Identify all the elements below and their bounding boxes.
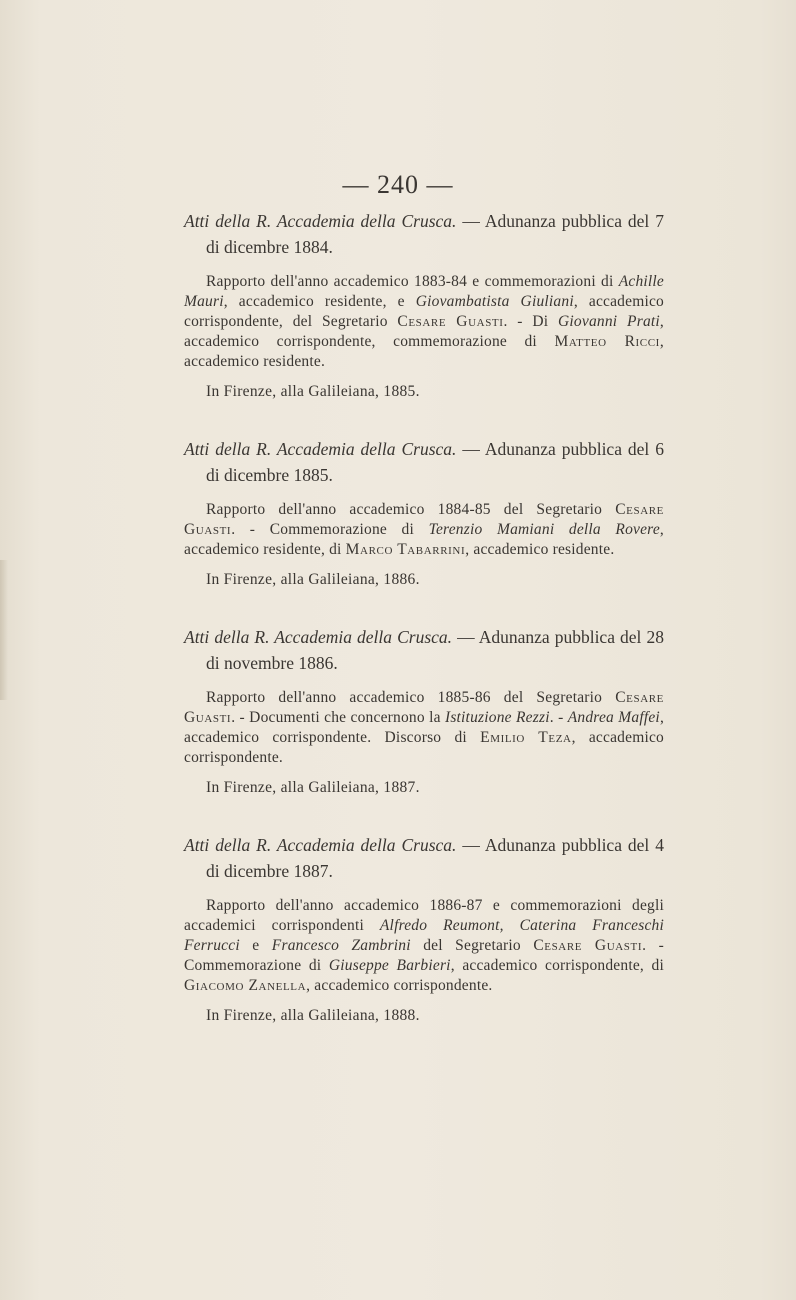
author-name: Marco Tabarrini	[345, 541, 466, 558]
description-text: Rapporto dell'anno accademico 1885-86 del Segretario	[206, 689, 616, 706]
citation-details: — Adunanza pubblica del 4 di dicembre 1887.	[206, 835, 664, 881]
description-text: . - Documenti che concernono la	[231, 709, 445, 726]
citation-details: — Adunanza pubblica del 7 di dicembre 1884.	[206, 211, 664, 257]
description-text: , accademico corrispondente, commemorazione di	[184, 313, 664, 350]
description-text: , accademico residente, e	[223, 293, 416, 310]
description-text: , accademico corrispondente, del Segretario	[184, 293, 665, 330]
citation-title: Atti della R. Accademia della Crusca.	[184, 439, 457, 459]
description-text: , accademico residente, di	[184, 521, 664, 558]
description-text: . - Di	[503, 313, 559, 330]
author-name: Cesare Guasti	[184, 501, 664, 538]
citation-title: Atti della R. Accademia della Crusca.	[184, 211, 457, 231]
person-name: Achille Mauri	[184, 273, 664, 310]
description-text: . - Commemorazione di	[184, 937, 664, 974]
entry-citation	[184, 436, 664, 488]
entry-description	[184, 896, 664, 996]
description-text: , accademico residente.	[184, 333, 664, 370]
bibliography-entry	[184, 208, 664, 402]
description-text: , accademico corrispondente.	[306, 977, 493, 994]
entry-imprint: In Firenze, alla Galileiana, 1885.	[206, 383, 420, 400]
description-text: , accademico corrispondente.	[184, 729, 664, 766]
description-text: . -	[549, 709, 568, 726]
bibliography-list	[184, 208, 664, 1060]
person-name: Andrea Maffei	[567, 709, 660, 726]
citation-details: — Adunanza pubblica del 6 di dicembre 1885.	[206, 439, 664, 485]
person-name: Istituzione Rezzi	[444, 709, 550, 726]
entry-citation	[184, 208, 664, 260]
bibliography-entry	[184, 624, 664, 798]
author-name: Giacomo Zanella	[184, 977, 307, 994]
description-text: del Segretario	[410, 937, 534, 954]
entry-citation	[184, 624, 664, 676]
entry-description	[184, 272, 664, 372]
binding-edge-shadow	[0, 560, 8, 700]
entry-imprint: In Firenze, alla Galileiana, 1887.	[206, 779, 420, 796]
author-name: Cesare Guasti	[397, 313, 504, 330]
person-name: Giovanni Prati	[558, 313, 660, 330]
page-number: — 240 —	[342, 170, 454, 199]
citation-title: Atti della R. Accademia della Crusca.	[184, 627, 453, 647]
citation-details: — Adunanza pubblica del 28 di novembre 1886.	[206, 627, 664, 673]
entry-description	[184, 500, 664, 560]
author-name: Emilio Teza	[480, 729, 572, 746]
entry-description	[184, 688, 664, 768]
description-text: , accademico corrispondente. Discorso di	[184, 709, 665, 746]
citation-title: Atti della R. Accademia della Crusca.	[184, 835, 457, 855]
description-text: Rapporto dell'anno accademico 1883-84 e commemorazioni di	[206, 273, 619, 290]
entry-imprint: In Firenze, alla Galileiana, 1886.	[206, 571, 420, 588]
entry-imprint: In Firenze, alla Galileiana, 1888.	[206, 1007, 420, 1024]
author-name: Matteo Ricci	[554, 333, 660, 350]
description-text: Rapporto dell'anno accademico 1884-85 del Segretario	[206, 501, 616, 518]
bibliography-entry	[184, 436, 664, 590]
person-name: Giovambatista Giuliani	[415, 293, 574, 310]
author-name: Cesare Guasti	[184, 689, 664, 726]
person-name: Alfredo Reumont, Caterina Franceschi Ferrucci	[184, 917, 664, 954]
description-text: Rapporto dell'anno accademico 1886-87 e commemorazioni degli accademici corrispondenti	[184, 897, 664, 934]
description-text: , accademico corrispondente, di	[450, 957, 664, 974]
person-name: Giuseppe Barbieri	[328, 957, 451, 974]
person-name: Francesco Zambrini	[271, 937, 411, 954]
person-name: Terenzio Mamiani della Rovere	[428, 521, 660, 538]
entry-citation	[184, 832, 664, 884]
description-text: , accademico residente.	[465, 541, 615, 558]
bibliography-entry	[184, 832, 664, 1026]
description-text: . - Commemorazione di	[231, 521, 429, 538]
author-name: Cesare Guasti	[533, 937, 643, 954]
description-text: e	[239, 937, 272, 954]
